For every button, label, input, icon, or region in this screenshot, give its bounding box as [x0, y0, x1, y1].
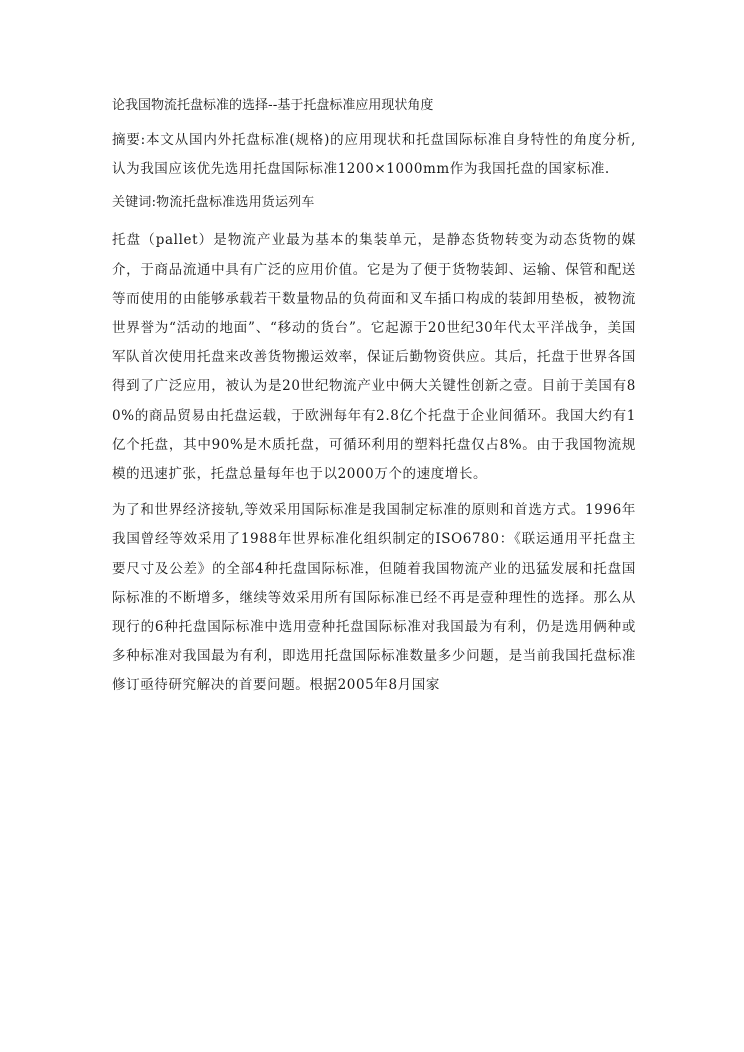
body-paragraph-standards: 为了和世界经济接轨,等效采用国际标准是我国制定标准的原则和首选方式。1996年我国曾经等效采用了1988年世界标准化组织制定的ISO6780：《联运通用平托盘主要尺寸及公差》的全部4种托盘国际标准，但随着我国物流产业的迅猛发展和托盘国际标准的不断增多，继续等效采用所有国际标准已经不再是壹种理性的选择。那么从现行的6种托盘国际标准中选用壹种托盘国际标准对我国最为有利，仍是选用俩种或多种标准对我国最为有利，即选用托盘国际标准数量多少问题，是当前我国托盘标准修订亟待研究解决的首要问题。根据2005年8月国家 [112, 502, 636, 694]
keywords-line: 关键词:物流托盘标准选用货运列车 [112, 195, 315, 211]
document-body [112, 94, 636, 708]
document-title: 论我国物流托盘标准的选择--基于托盘标准应用现状角度 [112, 98, 434, 113]
abstract-paragraph: 摘要:本文从国内外托盘标准(规格)的应用现状和托盘国际标准自身特性的角度分析,认为我国应该优先选用托盘国际标准1200×1000mm作为我国托盘的国家标准. [112, 132, 636, 178]
body-paragraph-pallet-intro: 托盘（pallet）是物流产业最为基本的集装单元，是静态货物转变为动态货物的媒介，于商品流通中具有广泛的应用价值。它是为了便于货物装卸、运输、保管和配送等而使用的由能够承载若干数量物品的负荷面和叉车插口构成的装卸用垫板，被物流世界誉为“活动的地面”、“移动的货台”。它起源于20世纪30年代太平洋战争，美国军队首次使用托盘来改善货物搬运效率，保证后勤物资供应。其后，托盘于世界各国得到了广泛应用，被认为是20世纪物流产业中俩大关键性创新之壹。目前于美国有80%的商品贸易由托盘运载，于欧洲每年有2.8亿个托盘于企业间循环。我国大约有1亿个托盘，其中90%是木质托盘，可循环利用的塑料托盘仅占8%。由于我国物流规模的迅速扩张，托盘总量每年也于以2000万个的速度增长。 [112, 232, 636, 483]
